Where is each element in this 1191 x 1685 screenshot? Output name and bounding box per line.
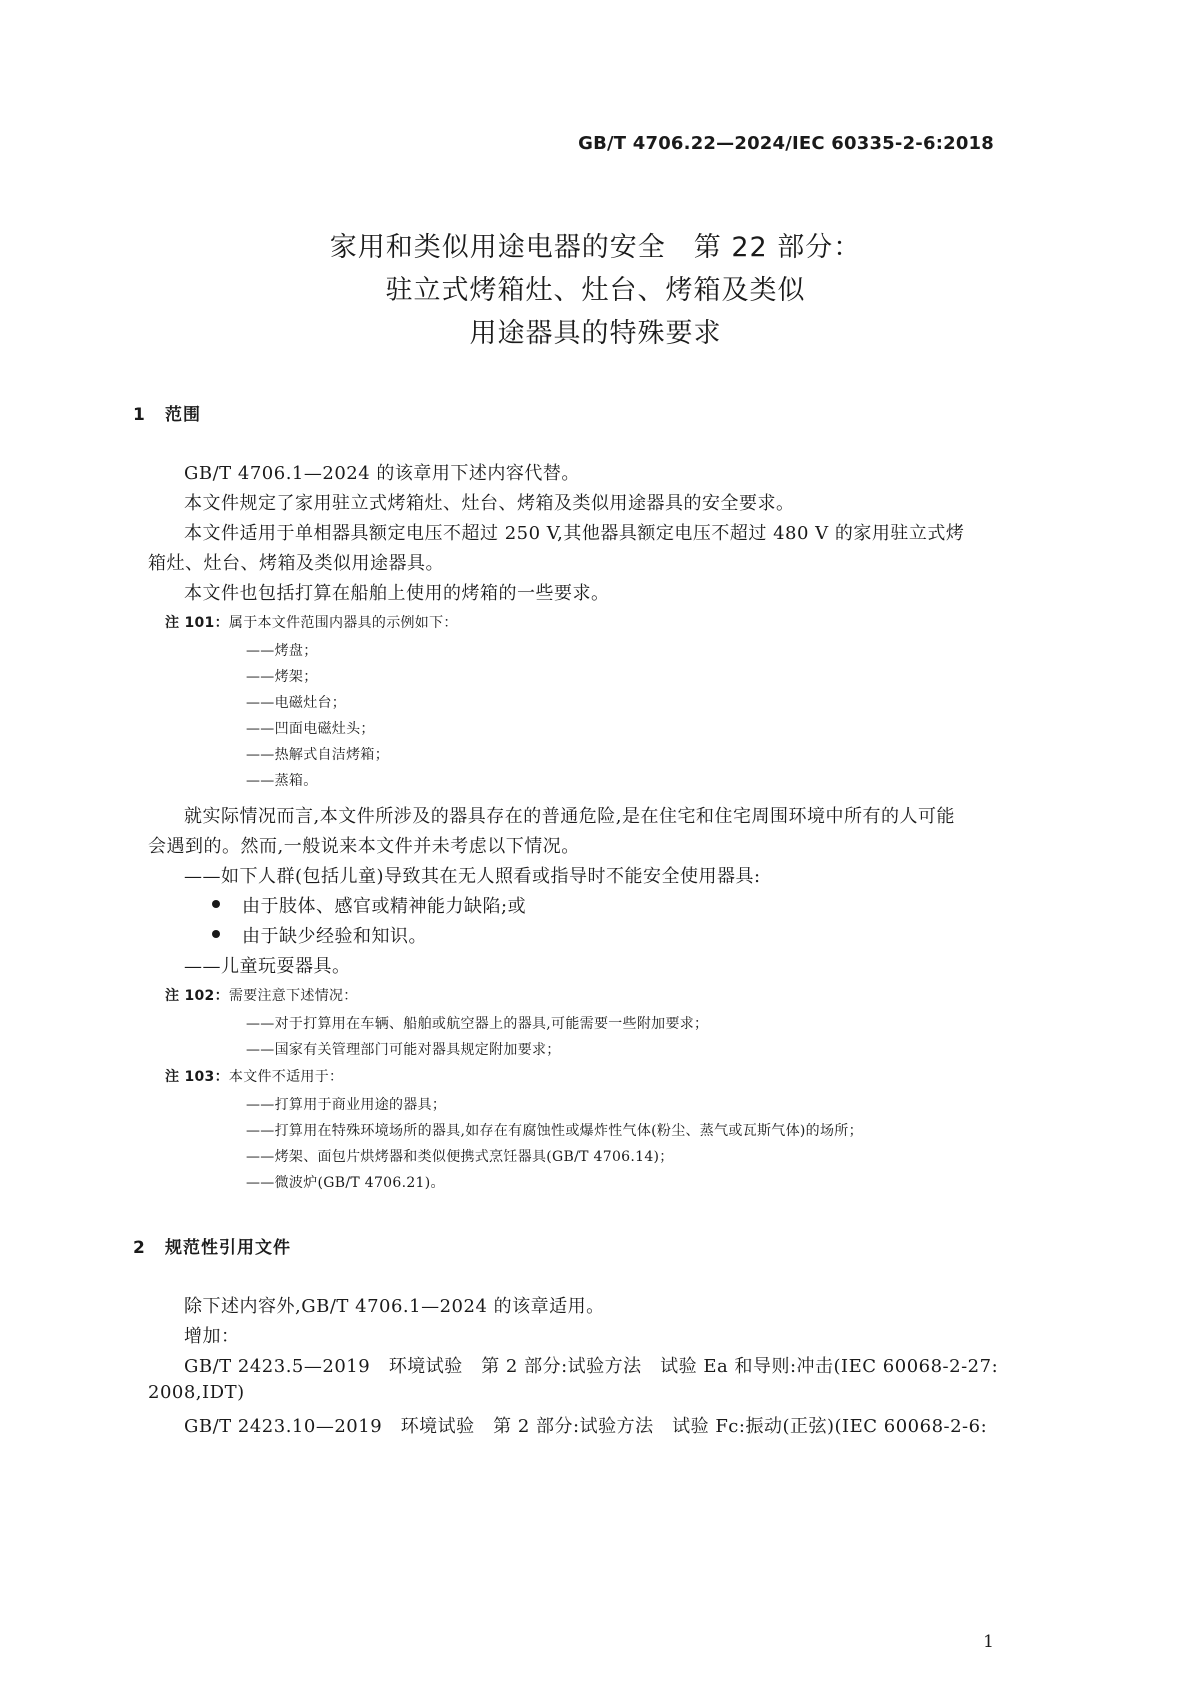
section-number: 2	[133, 1238, 146, 1258]
paragraph: 本文件适用于单相器具额定电压不超过 250 V,其他器具额定电压不超过 480 V 的家用驻立式烤	[184, 523, 965, 544]
page-number: 1	[983, 1632, 994, 1652]
note-103	[165, 1066, 343, 1086]
paragraph: GB/T 4706.1—2024 的该章用下述内容代替。	[184, 463, 580, 484]
paragraph: 本文件规定了家用驻立式烤箱灶、灶台、烤箱及类似用途器具的安全要求。	[184, 493, 795, 514]
note-list-item: ——蒸箱。	[246, 773, 318, 789]
standard-number: GB/T 4706.22—2024/IEC 60335-2-6:2018	[578, 133, 994, 154]
bullet-icon	[212, 930, 220, 938]
bullet-text: 由于肢体、感官或精神能力缺陷;或	[242, 896, 527, 917]
note-text: 本文件不适用于：	[228, 1069, 344, 1085]
reference-entry-continuation: 2008,IDT)	[148, 1382, 245, 1403]
dash-list-item: ——儿童玩耍器具。	[184, 956, 351, 977]
note-list-item: ——凹面电磁灶头；	[246, 721, 375, 737]
note-label: 注 103：	[165, 1069, 229, 1085]
section-number: 1	[133, 405, 146, 425]
bullet-text: 由于缺少经验和知识。	[242, 926, 427, 947]
document-title-line-3: 用途器具的特殊要求	[469, 318, 722, 349]
paragraph: 增加：	[184, 1326, 240, 1347]
section-title: 范围	[165, 405, 201, 425]
note-list-item: ——热解式自洁烤箱；	[246, 747, 389, 763]
reference-entry: GB/T 2423.5—2019 环境试验 第 2 部分:试验方法 试验 Ea 和导则:冲击(IEC 60068-2-27:	[184, 1356, 999, 1377]
note-list-item: ——烤架、面包片烘烤器和类似便携式烹饪器具(GB/T 4706.14)；	[246, 1149, 674, 1165]
paragraph-continuation: 会遇到的。然而,一般说来本文件并未考虑以下情况。	[148, 836, 580, 857]
paragraph: 就实际情况而言,本文件所涉及的器具存在的普通危险,是在住宅和住宅周围环境中所有的人可能	[184, 806, 955, 827]
note-list-item: ——烤盘；	[246, 643, 318, 659]
paragraph-continuation: 箱灶、灶台、烤箱及类似用途器具。	[148, 553, 444, 574]
note-list-item: ——打算用在特殊环境场所的器具,如存在有腐蚀性或爆炸性气体(粉尘、蒸气或瓦斯气体)的场所；	[246, 1123, 863, 1139]
note-list-item: ——对于打算用在车辆、船舶或航空器上的器具,可能需要一些附加要求；	[246, 1016, 709, 1032]
bullet-icon	[212, 900, 220, 908]
note-101	[165, 612, 458, 632]
note-list-item: ——国家有关管理部门可能对器具规定附加要求；	[246, 1042, 561, 1058]
dash-list-item: ——如下人群(包括儿童)导致其在无人照看或指导时不能安全使用器具:	[184, 866, 761, 887]
document-title-line-2: 驻立式烤箱灶、灶台、烤箱及类似	[385, 275, 806, 306]
paragraph: 除下述内容外,GB/T 4706.1—2024 的该章适用。	[184, 1296, 605, 1317]
note-list-item: ——电磁灶台；	[246, 695, 347, 711]
section-title: 规范性引用文件	[165, 1238, 291, 1258]
note-102	[165, 985, 358, 1005]
note-text: 需要注意下述情况：	[228, 988, 358, 1004]
note-list-item: ——微波炉(GB/T 4706.21)。	[246, 1175, 445, 1191]
reference-entry: GB/T 2423.10—2019 环境试验 第 2 部分:试验方法 试验 Fc:振动(正弦)(IEC 60068-2-6:	[184, 1416, 988, 1437]
bullet-item	[212, 922, 427, 948]
bullet-item	[212, 892, 526, 918]
note-list-item: ——打算用于商业用途的器具；	[246, 1097, 447, 1113]
section-2-heading	[133, 1233, 291, 1258]
document-title-line-1: 家用和类似用途电器的安全 第 22 部分：	[329, 232, 862, 263]
note-text: 属于本文件范围内器具的示例如下：	[228, 615, 458, 631]
paragraph: 本文件也包括打算在船舶上使用的烤箱的一些要求。	[184, 583, 610, 604]
note-list-item: ——烤架；	[246, 669, 318, 685]
section-1-heading	[133, 400, 201, 425]
note-label: 注 101：	[165, 615, 229, 631]
note-label: 注 102：	[165, 988, 229, 1004]
